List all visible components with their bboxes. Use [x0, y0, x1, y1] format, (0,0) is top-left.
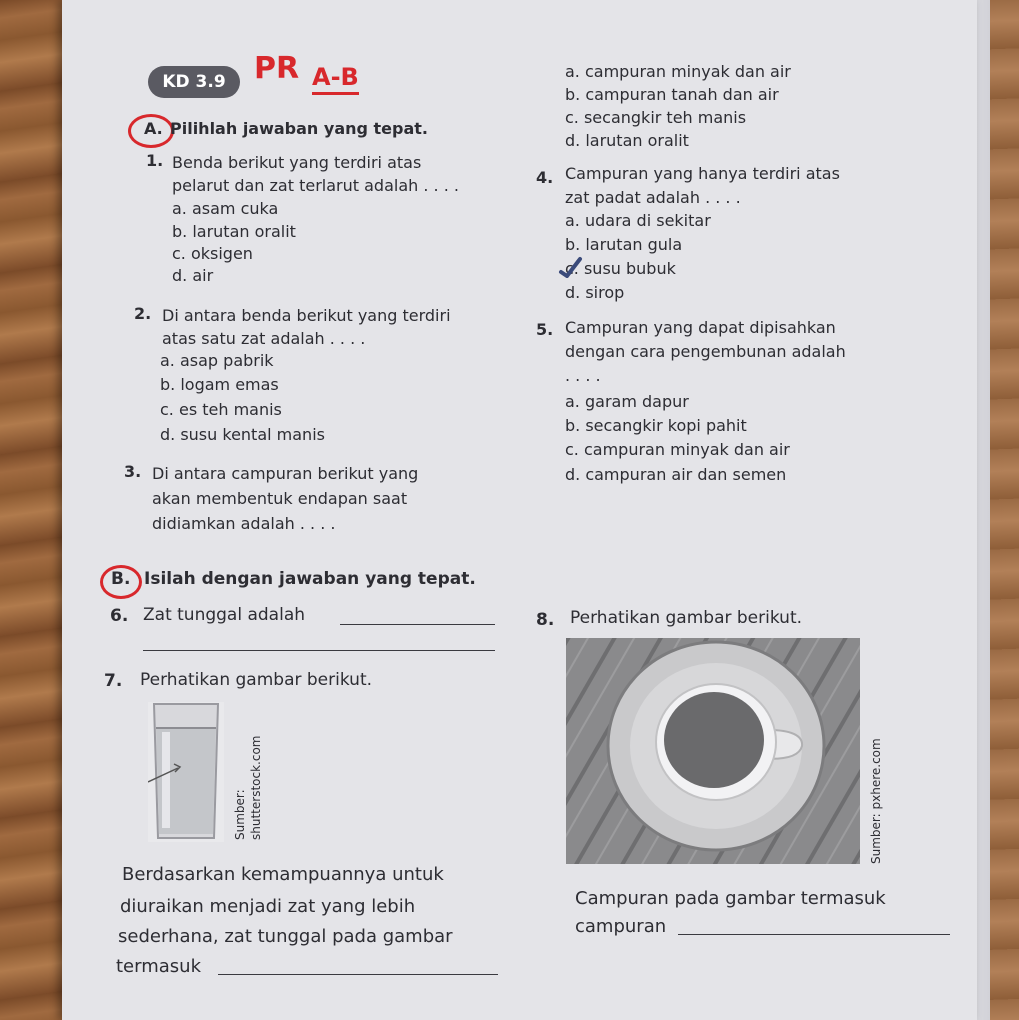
q1-line2: pelarut dan zat terlarut adalah . . . .	[172, 176, 459, 195]
q8-image-source: Sumber: pxhere.com	[869, 738, 883, 864]
coffee-cup-image	[566, 638, 860, 864]
q7-text: Perhatikan gambar berikut.	[140, 670, 373, 690]
q6-number: 6.	[110, 606, 129, 626]
q7-line3: sederhana, zat tunggal pada gambar	[118, 926, 453, 947]
q1-option-b: b. larutan oralit	[172, 222, 296, 241]
handwritten-pr: PR	[254, 51, 300, 86]
q7-number: 7.	[104, 671, 123, 691]
q2-option-c: c. es teh manis	[160, 400, 282, 419]
q3-option-b: b. campuran tanah dan air	[565, 85, 779, 104]
q1-option-c: c. oksigen	[172, 244, 253, 263]
q7-line1: Berdasarkan kemampuannya untuk	[122, 864, 444, 885]
q4-option-d: d. sirop	[565, 283, 625, 302]
q7-line4: termasuk	[116, 956, 201, 977]
q6-answer-blank	[340, 624, 495, 625]
section-b-title: Isilah dengan jawaban yang tepat.	[144, 569, 476, 589]
q3-line1: Di antara campuran berikut yang	[152, 464, 419, 483]
q3-line3: didiamkan adalah . . . .	[152, 514, 336, 533]
q5-option-b: b. secangkir kopi pahit	[565, 416, 747, 435]
q2-line1: Di antara benda berikut yang terdiri	[162, 306, 451, 325]
q1-option-a: a. asam cuka	[172, 199, 279, 218]
q3-option-c: c. secangkir teh manis	[565, 108, 747, 127]
q5-option-a: a. garam dapur	[565, 392, 689, 411]
q3-option-a: a. campuran minyak dan air	[565, 62, 791, 81]
q7-answer-blank	[218, 974, 498, 975]
q5-option-d: d. campuran air dan semen	[565, 465, 787, 484]
q4-number: 4.	[536, 168, 554, 187]
q1-option-d: d. air	[172, 266, 214, 285]
q5-option-c: c. campuran minyak dan air	[565, 440, 790, 459]
q2-option-d: d. susu kental manis	[160, 425, 325, 444]
q1-number: 1.	[146, 151, 164, 170]
q8-answer-blank	[678, 934, 950, 935]
q2-line2: atas satu zat adalah . . . .	[162, 329, 366, 348]
q7-image-source-site: shutterstock.com	[249, 735, 263, 840]
water-glass-image	[148, 702, 224, 842]
kd-badge: KD 3.9	[148, 66, 240, 98]
q7-line2: diuraikan menjadi zat yang lebih	[120, 896, 416, 917]
section-a-letter: A.	[144, 119, 163, 138]
q4-option-c: c. susu bubuk	[565, 259, 676, 278]
q5-line1: Campuran yang dapat dipisahkan	[565, 318, 836, 337]
handwritten-range: A-B	[312, 62, 359, 95]
q4-option-b: b. larutan gula	[565, 235, 683, 254]
q7-image-source-label: Sumber:	[233, 789, 247, 840]
q3-line2: akan membentuk endapan saat	[152, 489, 408, 508]
q2-number: 2.	[134, 304, 152, 323]
q2-option-a: a. asap pabrik	[160, 351, 274, 370]
q8-line2: campuran	[575, 916, 667, 937]
q6-answer-blank-2	[143, 650, 495, 651]
q4-line2: zat padat adalah . . . .	[565, 188, 741, 207]
q5-line2: dengan cara pengembunan adalah	[565, 342, 846, 361]
answer-check-mark	[558, 256, 584, 278]
q6-text: Zat tunggal adalah	[143, 605, 306, 625]
section-a-title: Pilihlah jawaban yang tepat.	[170, 119, 428, 138]
q4-line1: Campuran yang hanya terdiri atas	[565, 164, 840, 183]
section-b-letter: B.	[111, 569, 131, 589]
q3-option-d: d. larutan oralit	[565, 131, 689, 150]
q8-number: 8.	[536, 610, 555, 630]
q1-line1: Benda berikut yang terdiri atas	[172, 153, 422, 172]
q8-text: Perhatikan gambar berikut.	[570, 608, 803, 628]
q8-line1: Campuran pada gambar termasuk	[575, 888, 886, 909]
q4-option-a: a. udara di sekitar	[565, 211, 711, 230]
q2-option-b: b. logam emas	[160, 375, 279, 394]
q5-line3: . . . .	[565, 366, 601, 385]
q5-number: 5.	[536, 320, 554, 339]
q3-number: 3.	[124, 462, 142, 481]
